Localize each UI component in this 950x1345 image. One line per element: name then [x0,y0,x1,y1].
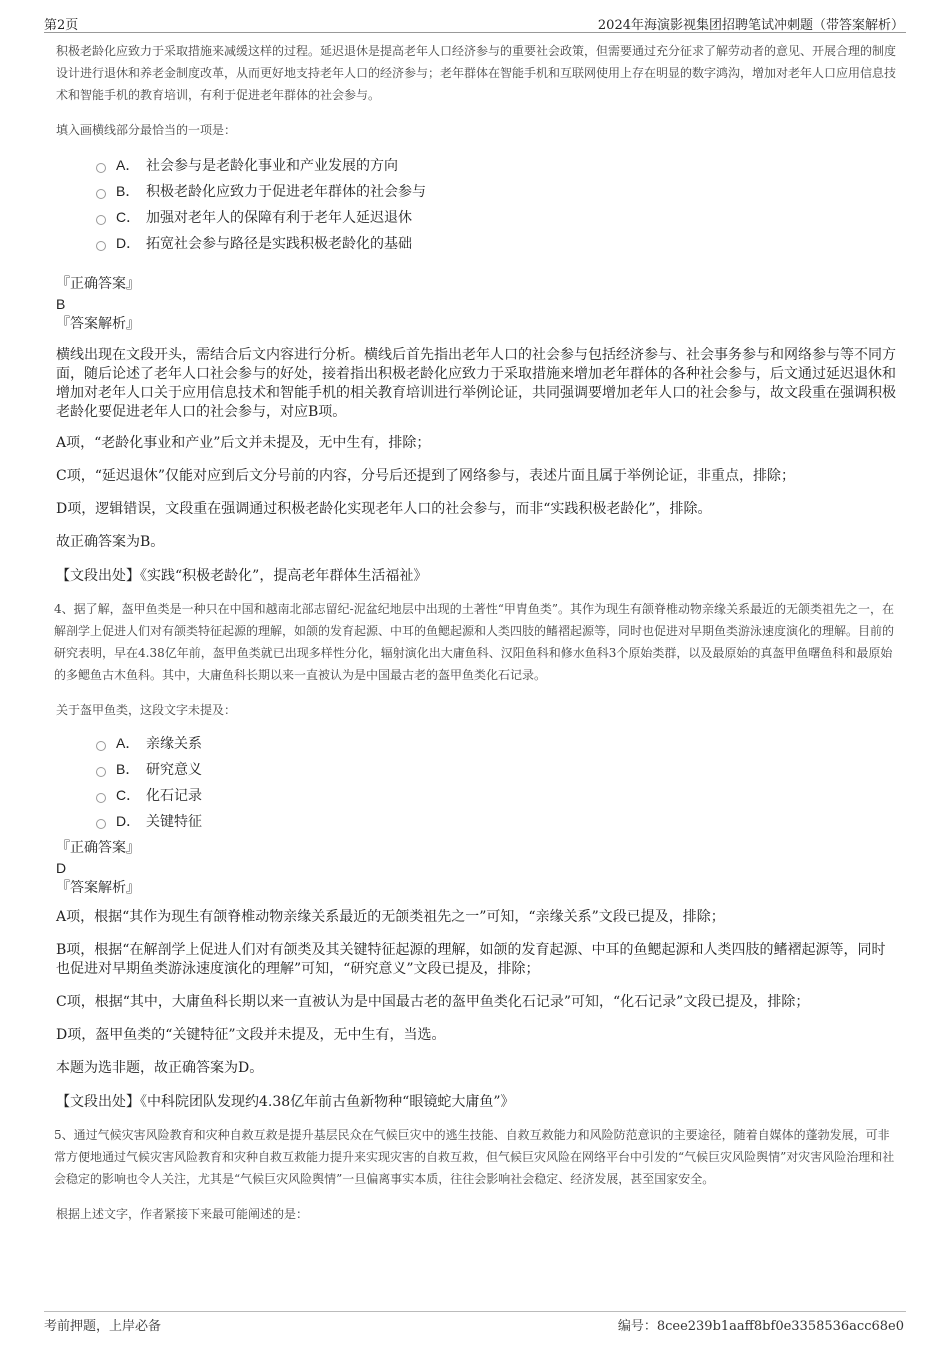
q5-prompt: 根据上述文字，作者紧接下来最可能阐述的是： [56,1207,309,1221]
q3-prompt: 填入画横线部分最恰当的一项是： [56,123,237,137]
q4-analysis-b: B项，根据“在解剖学上促进人们对有颌类及其关键特征起源的理解，如颌的发育起源、中耳的鱼鳃起源和人类四肢的鳍褶起源等，同时也促进对早期鱼类游泳速度演化的理解”可知，“研究意义”文段已提及，排除； [56,942,886,977]
document-id: 编号：8cee239b1aaff8bf0e3358536acc68e0 [617,1319,904,1334]
q4-option-a[interactable]: A． 亲缘关系 [96,730,896,756]
page-number: 第2页 [44,18,79,33]
q3-analysis-label: 『答案解析』 [56,316,140,332]
radio-icon[interactable] [96,163,106,173]
q4-option-b[interactable]: B． 研究意义 [96,756,896,782]
q4-analysis-c: C项，根据“其中，大庸鱼科长期以来一直被认为是中国最古老的盔甲鱼类化石记录”可知，“化石记录”文段已提及，排除； [56,994,810,1010]
q3-analysis-d: D项，逻辑错误，文段重在强调通过积极老龄化实现老年人口的社会参与，而非“实践积极老龄化”，排除。 [56,501,712,517]
q4-options [96,730,896,834]
radio-icon[interactable] [96,741,106,751]
q5-passage: 5、通过气候灾害风险教育和灾种自救互救是提升基层民众在气候巨灾中的逃生技能、自救互救能力和风险防范意识的主要途径，随着自媒体的蓬勃发展，可非常方便地通过气候灾害风险教育和灾种自救互救能力提升来实现灾害的自救互救，但气候巨灾风险在网络平台中引发的“气候巨灾风险舆情”对灾害风险治理和社会稳定的影响也令人关注，尤其是“气候巨灾风险舆情”一旦偏离事实本质，往往会影响社会稳定、经济发展，甚至国家安全。 [54,1128,895,1186]
page-header [44,12,906,33]
q3-analysis-conclusion: 故正确答案为B。 [56,534,165,550]
radio-icon[interactable] [96,241,106,251]
option-text: 研究意义 [146,762,202,778]
q4-analysis-a: A项，根据“其作为现生有颌脊椎动物亲缘关系最近的无颌类祖先之一”可知，“亲缘关系”文段已提及，排除； [56,909,725,925]
q3-option-c[interactable]: C． 加强对老年人的保障有利于老年人延迟退休 [96,204,896,230]
option-text: 亲缘关系 [146,736,202,752]
radio-icon[interactable] [96,189,106,199]
option-text: 加强对老年人的保障有利于老年人延迟退休 [146,210,412,226]
q3-analysis-c: C项，“延迟退休”仅能对应到后文分号前的内容，分号后还提到了网络参与，表述片面且属于举例论证，非重点，排除； [56,468,796,484]
q4-passage: 4、据了解，盔甲鱼类是一种只在中国和越南北部志留纪-泥盆纪地层中出现的土著性“甲胄鱼类”。其作为现生有颌脊椎动物亲缘关系最近的无颌类祖先之一，在解剖学上促进人们对有颌类特征起源的理解，如颌的发育起源、中耳的鱼鳃起源和人类四肢的鳍褶起源等，同时也促进对早期鱼类游泳速度演化的理解。目前的研究表明，早在4.38亿年前，盔甲鱼类就已出现多样性分化，辐射演化出大庸鱼科、汉阳鱼科和修水鱼科3个原始类群，以及最原始的真盔甲鱼曙鱼科和最原始的多鳃鱼古木鱼科。其中，大庸鱼科长期以来一直被认为是中国最古老的盔甲鱼类化石记录。 [54,602,895,682]
q3-option-d[interactable]: D． 拓宽社会参与路径是实践积极老龄化的基础 [96,230,896,256]
q4-prompt: 关于盔甲鱼类，这段文字未提及： [56,703,237,717]
option-text: 化石记录 [146,788,202,804]
q3-answer-label: 『正确答案』 [56,276,140,292]
option-text: 积极老龄化应致力于促进老年群体的社会参与 [146,184,426,200]
q3-options [96,152,896,256]
radio-icon[interactable] [96,767,106,777]
main-content [56,40,896,1224]
q3-source: 【文段出处】《实践“积极老龄化”，提高老年群体生活福祉》 [56,568,428,584]
q4-analysis-label: 『答案解析』 [56,880,140,896]
q4-analysis-conclusion: 本题为选非题，故正确答案为D。 [56,1060,264,1076]
q3-analysis-a: A项，“老龄化事业和产业”后文并未提及，无中生有，排除； [56,435,431,451]
footer-slogan: 考前押题，上岸必备 [44,1319,162,1334]
q4-analysis-d: D项，盔甲鱼类的“关键特征”文段并未提及，无中生有，当选。 [56,1027,446,1043]
q3-passage: 积极老龄化应致力于采取措施来减缓这样的过程。延迟退休是提高老年人口经济参与的重要社会政策，但需要通过充分征求了解劳动者的意见、开展合理的制度设计进行退休和养老金制度改革，从而更好地支持老年人口的经济参与；老年群体在智能手机和互联网使用上存在明显的数字鸿沟，增加对老年人口应用信息技术和智能手机的教育培训，有利于促进老年群体的社会参与。 [56,44,897,102]
page-footer [44,1311,906,1332]
q3-option-a[interactable]: A． 社会参与是老龄化事业和产业发展的方向 [96,152,896,178]
option-text: 社会参与是老龄化事业和产业发展的方向 [146,158,398,174]
q4-option-d[interactable]: D． 关键特征 [96,808,896,834]
q4-answer-label: 『正确答案』 [56,840,140,856]
q4-source: 【文段出处】《中科院团队发现约4.38亿年前古鱼新物种“眼镜蛇大庸鱼”》 [56,1094,515,1110]
q4-answer: D [56,860,67,876]
radio-icon[interactable] [96,793,106,803]
document-title: 2024年海演影视集团招聘笔试冲刺题（带答案解析） [597,18,904,33]
radio-icon[interactable] [96,819,106,829]
q3-analysis-main: 横线出现在文段开头，需结合后文内容进行分析。横线后首先指出老年人口的社会参与包括经济参与、社会事务参与和网络参与等不同方面，随后论述了老年人口社会参与的好处，接着指出积极老龄化应致力于采取措施来增加老年群体的各种社会参与，后文通过延迟退休和增加对老年人口关于应用信息技术和智能手机的相关教育培训进行举例论证，共同强调要增加老年人口的社会参与，故文段重在强调积极老龄化要促进老年人口的社会参与，对应B项。 [56,347,896,420]
radio-icon[interactable] [96,215,106,225]
option-text: 关键特征 [146,814,202,830]
q3-option-b[interactable]: B． 积极老龄化应致力于促进老年群体的社会参与 [96,178,896,204]
q3-answer: B [56,296,66,312]
q4-option-c[interactable]: C． 化石记录 [96,782,896,808]
option-text: 拓宽社会参与路径是实践积极老龄化的基础 [146,236,412,252]
